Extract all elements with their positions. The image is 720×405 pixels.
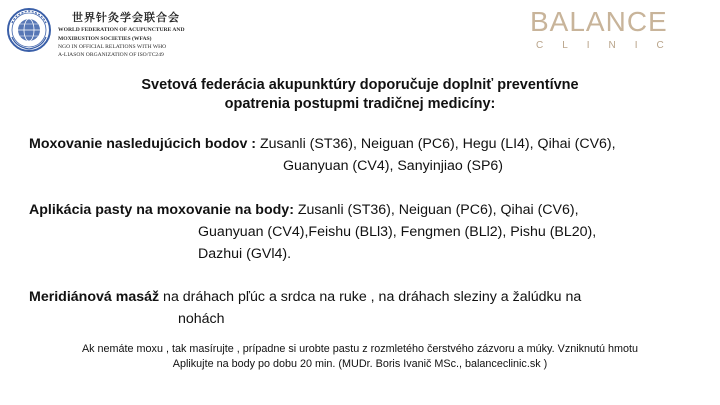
wfas-ngo-line-1: NGO IN OFFICIAL RELATIONS WITH WHO <box>58 44 167 50</box>
wfas-logo-text <box>58 9 218 59</box>
footer-note-line-1: Ak nemáte moxu , tak masírujte , prípadne si urobte pastu z rozmletého čerstvého zázvoru a múky. Vzniknutú hmotu <box>81 343 639 355</box>
paste-label: Aplikácia pasty na moxovanie na body: <box>29 202 294 218</box>
wfas-english-name-2: MOXIBUSTION SOCIETIES (WFAS) <box>58 36 152 42</box>
massage-text-line-2: nohách <box>178 311 225 327</box>
balance-logo-subtitle: CLINIC <box>536 40 683 51</box>
footer-note-line-2: Aplikujte na body po dobu 20 min. (MUDr. Boris Ivanič MSc., balanceclinic.sk ) <box>172 358 548 370</box>
headline-line-2: opatrenia postupmi tradičnej medicíny: <box>224 96 496 112</box>
footer-note <box>0 342 720 372</box>
wfas-ngo-line-2: A-LIASON ORGANIZATION OF ISO/TC249 <box>58 52 164 58</box>
paste-paragraph <box>29 199 579 221</box>
wfas-emblem-logo <box>6 7 52 53</box>
massage-paragraph <box>29 286 581 308</box>
balance-logo-title: BALANCE <box>530 6 668 37</box>
headline-line-1: Svetová federácia akupunktúry doporučuje doplniť preventívne <box>141 77 579 93</box>
moxa-points-line-1: Zusanli (ST36), Neiguan (PC6), Hegu (LI4), Qihai (CV6), <box>256 136 616 152</box>
massage-label: Meridiánová masáž <box>29 289 160 305</box>
moxa-label: Moxovanie nasledujúcich bodov : <box>29 136 257 152</box>
paste-points-line-1: Zusanli (ST36), Neiguan (PC6), Qihai (CV6), <box>293 202 579 218</box>
moxa-paragraph <box>29 133 616 155</box>
moxa-points-line-2: Guanyuan (CV4), Sanyinjiao (SP6) <box>283 158 504 174</box>
massage-text-line-1: na dráhach pľúc a srdca na ruke , na dráhach sleziny a žalúdku na <box>159 289 582 305</box>
headline <box>0 76 720 114</box>
wfas-english-name-1: WORLD FEDERATION OF ACUPUNCTURE AND <box>58 27 185 33</box>
paste-points-line-3: Dazhui (GVl4). <box>198 246 292 262</box>
paste-points-line-2: Guanyuan (CV4),Feishu (BLl3), Fengmen (BLl2), Pishu (BL20), <box>198 224 597 240</box>
wfas-chinese-name: 世界针灸学会联合会 <box>72 12 180 24</box>
